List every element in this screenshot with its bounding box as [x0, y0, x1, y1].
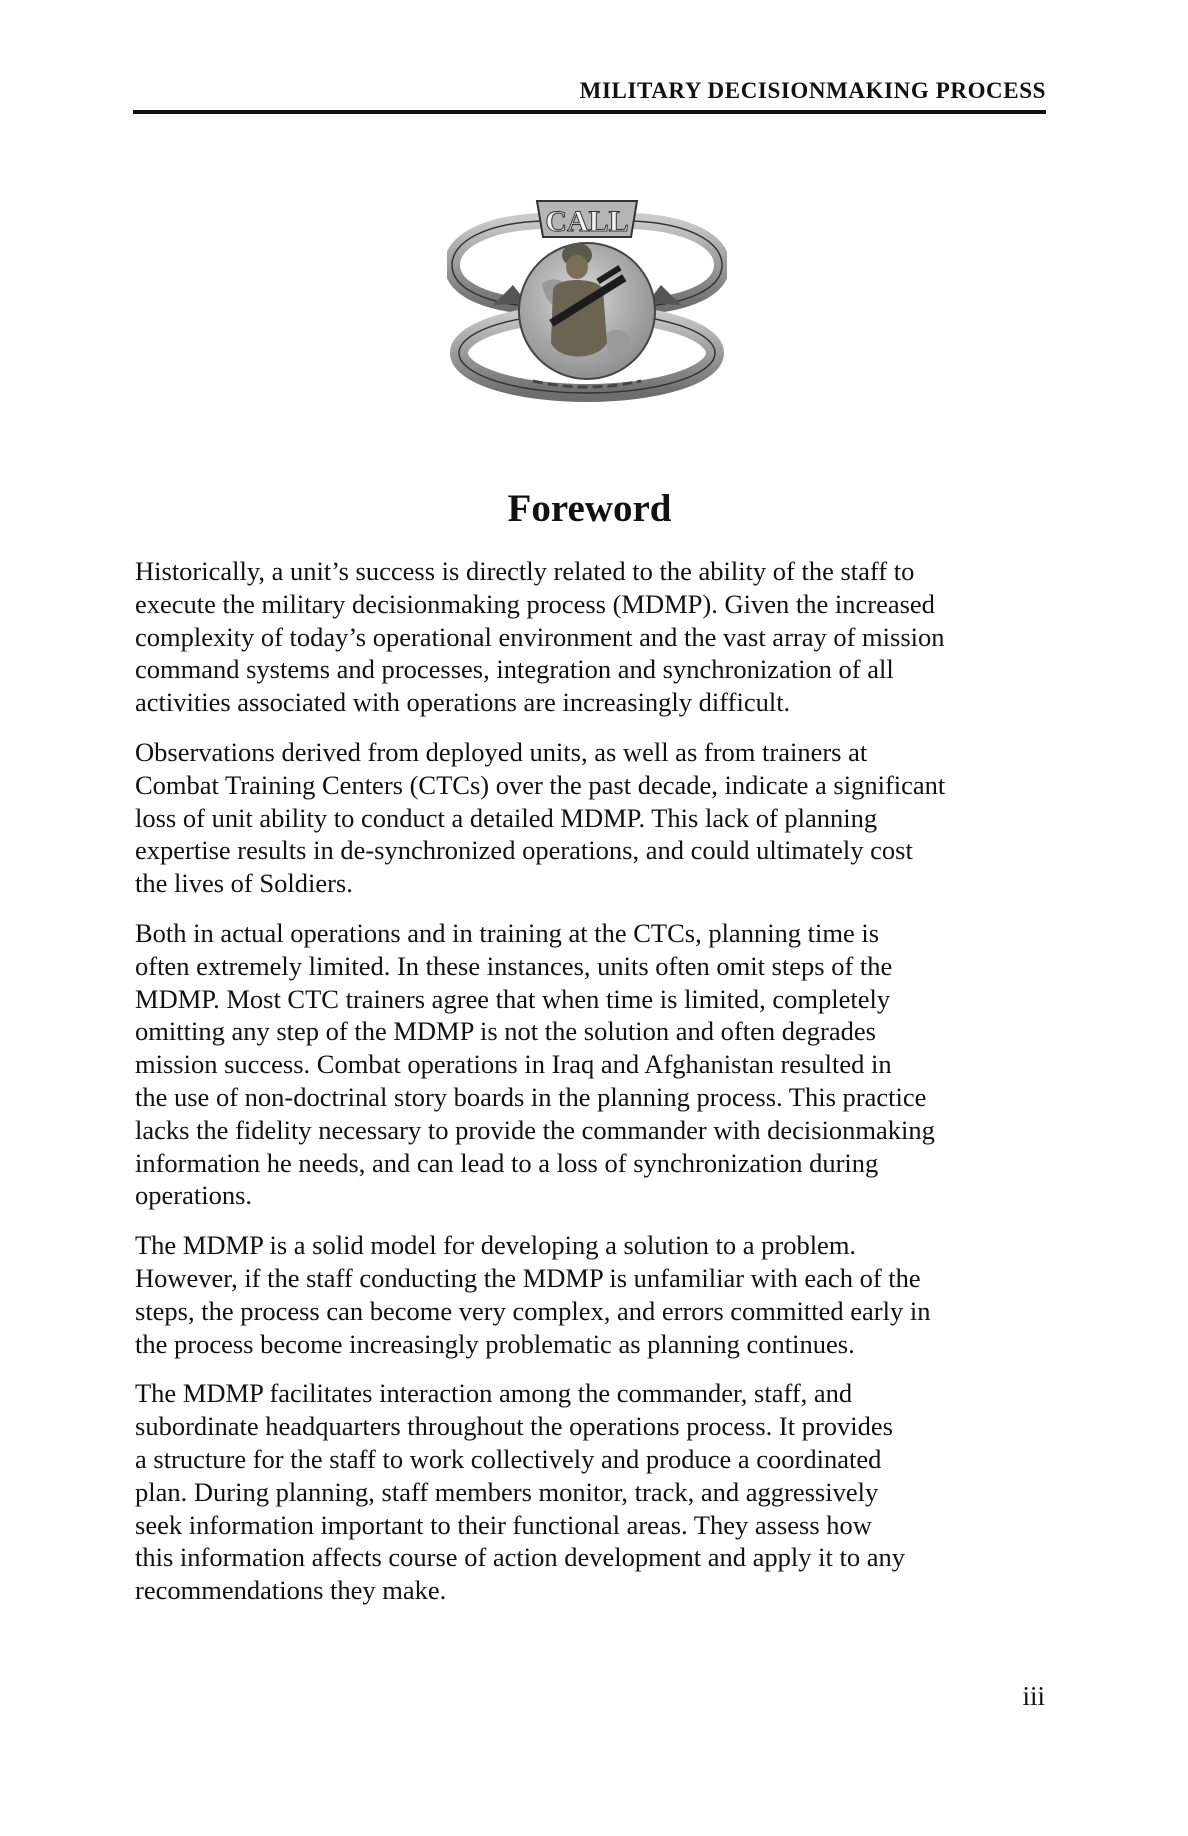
running-header: MILITARY DECISIONMAKING PROCESS [579, 78, 1046, 103]
call-emblem-logo [447, 193, 727, 403]
paragraph: The MDMP is a solid model for developing a solution to a problem. However, if the staff conducting the MDMP is unfamiliar with each of the steps, the process can become very complex, and errors committed early in the process become increasingly problematic as planning continues. [135, 1230, 931, 1359]
emblem-banner-label: CALL [545, 205, 629, 238]
foreword-body [135, 555, 1045, 1624]
page-number: iii [1022, 1681, 1045, 1711]
paragraph: Both in actual operations and in training at the CTCs, planning time is often extremely limited. In these instances, units often omit steps of the MDMP. Most CTC trainers agree that when time is limited, completely omitting any step of the MDMP is not the solution and often degrades mission success. Combat operations in Iraq and Afghanistan resulted in the use of non-doctrinal story boards in the planning process. This practice lacks the fidelity necessary to provide the commander with decisionmaking information he needs, and can lead to a loss of synchronization during operations. [135, 917, 935, 1211]
paragraph: The MDMP facilitates interaction among the commander, staff, and subordinate headquarters throughout the operations process. It provides a structure for the staff to work collectively and produce a coordinated plan. During planning, staff members monitor, track, and aggressively seek information important to their functional areas. They assess how this information affects course of action development and apply it to any recommendations they make. [135, 1378, 906, 1606]
paragraph: Historically, a unit’s success is directly related to the ability of the staff to execute the military decisionmaking process (MDMP). Given the increased complexity of today’s operational environment and the vast array of mission command systems and processes, integration and synchronization of all activities associated with operations are increasingly difficult. [135, 556, 945, 718]
paragraph: Observations derived from deployed units, as well as from trainers at Combat Training Centers (CTCs) over the past decade, indicate a significant loss of unit ability to conduct a detailed MDMP. This lack of planning expertise results in de-synchronized operations, and could ultimately cost the lives of Soldiers. [135, 736, 946, 899]
page-title: Foreword [507, 487, 672, 530]
header-rule [133, 110, 1046, 114]
